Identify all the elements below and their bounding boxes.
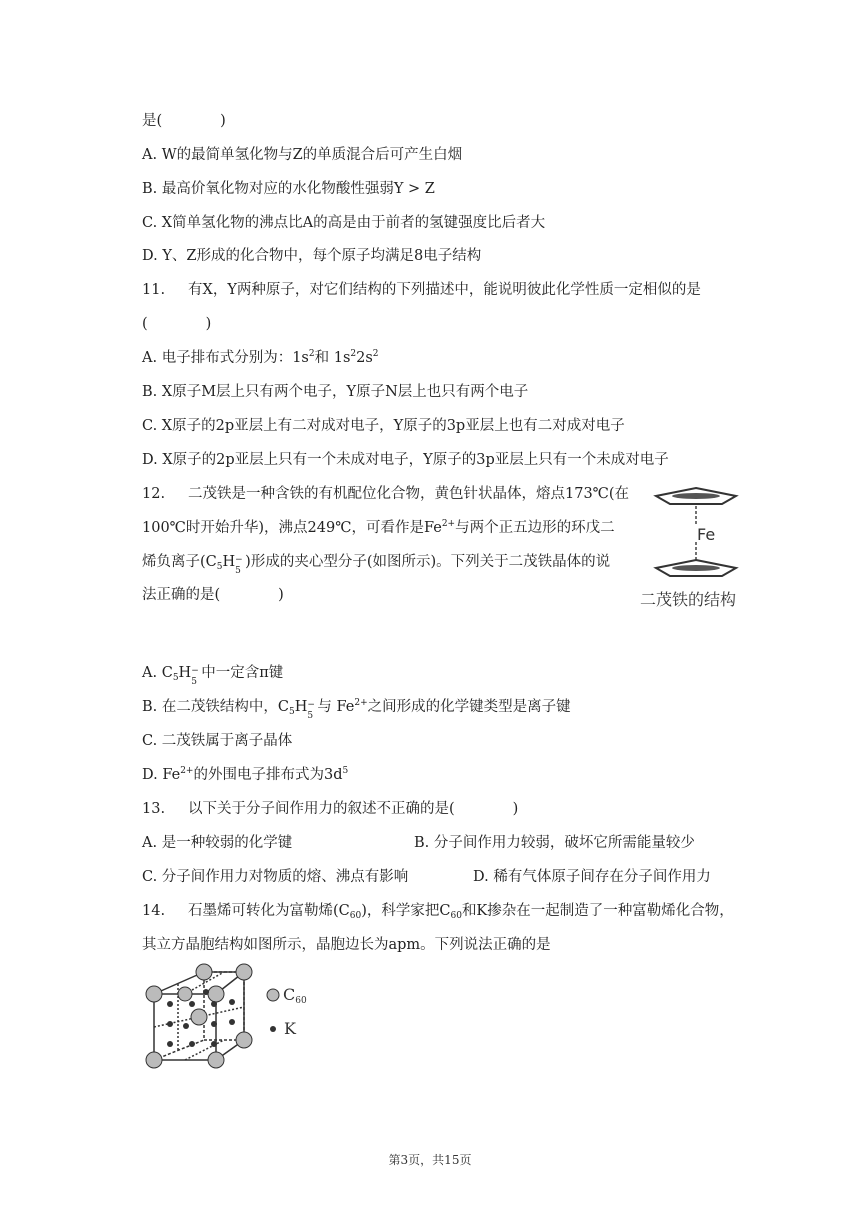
q11-paren: ( ) [142,316,212,332]
ferrocene-caption: 二茂铁的结构 [640,590,737,609]
q11-option-b: B. X原子M层上只有两个电子，Y原子N层上也只有两个电子 [142,384,529,400]
q10-option-a: A. W的最简单氢化物与Z的单质混合后可产生白烟 [142,147,463,163]
q13-option-b: B. 分子间作用力较弱，破坏它所需能量较少 [414,835,695,851]
q13-stem: 13. 以下关于分子间作用力的叙述不正确的是( ) [142,801,519,817]
q12-stem-line2: 100℃时开始升华)，沸点249℃，可看作是$Fe^{2+}$与两个正五边形的环戊二 [142,519,615,536]
legend-c60-marker [266,988,280,1002]
bottom-cyclopentadienyl-ring [656,560,736,576]
ferrocene-fe-label: Fe [697,525,716,544]
q10-option-d: D. Y、Z形成的化合物中，每个原子均满足8电子结构 [142,248,482,264]
q10-option-c: C. X简单氢化物的沸点比A的高是由于前者的氢键强度比后者大 [142,215,546,231]
top-cyclopentadienyl-ring [656,488,736,504]
q11-option-c: C. X原子的2p亚层上有二对成对电子，Y原子的3p亚层上也有二对成对电子 [142,418,625,434]
q10-stem-cont: 是( ) [142,113,226,129]
q12-stem-line3: 烯负离子($C_5H$ − 5 )形成的夹心型分子(如图所示)。下列关于二茂铁晶体的说 [142,554,611,576]
q13-option-d: D. 稀有气体原子间存在分子间作用力 [473,869,711,885]
q12-option-c: C. 二茂铁属于离子晶体 [142,733,293,749]
q10-option-b: B. 最高价氧化物对应的水化物酸性强弱Y > Z [142,181,435,197]
q12-option-a: A. $C_5H$ − 5 中一定含π键 [142,665,284,687]
q13-option-c: C. 分子间作用力对物质的熔、沸点有影响 [142,869,409,885]
legend-c60-label: $C_{60}$ [283,985,307,1006]
q14-number: 14. [142,903,166,919]
legend-k-marker [269,1025,277,1033]
q12-number: 12. [142,486,166,502]
q12-option-b: B. 在二茂铁结构中，$C_5H$ − 5 与 $Fe^{2+}$之间形成的化学键类型是离子键 [142,698,571,721]
fullerene-unit-cell-figure [142,962,262,1074]
q11-option-a: A. 电子排布式分别为：$1s^2$和 $1s^22s^2$ [142,349,379,366]
ferrocene-structure-figure [648,484,744,584]
q11-option-d: D. X原子的2p亚层上只有一个未成对电子，Y原子的3p亚层上只有一个未成对电子 [142,452,669,468]
q13-number: 13. [142,801,166,817]
page-footer: 第3页，共15页 [388,1153,472,1167]
q11-stem: 11. 有X，Y两种原子，对它们结构的下列描述中，能说明彼此化学性质一定相似的是 [142,282,701,298]
q12-stem-line4: 法正确的是( ) [142,587,284,603]
legend-k-label: K [284,1019,296,1038]
c60-spheres [146,964,252,1068]
q13-option-a: A. 是一种较弱的化学键 [142,835,293,851]
q12-option-d: D. $Fe^{2+}$的外围电子排布式为$3d^5$ [142,766,349,783]
q14-stem-line1: 14. 石墨烯可转化为富勒烯$(C_{60})$，科学家把$C_{60}$和K掺杂在一起制造了一种富勒烯化合物， [142,903,734,921]
q11-number: 11. [142,282,166,298]
q14-stem-line2: 其立方晶胞结构如图所示，晶胞边长为apm。下列说法正确的是 [142,937,551,953]
q12-stem-line1: 12. 二茂铁是一种含铁的有机配位化合物，黄色针状晶体，熔点173℃(在 [142,486,630,502]
